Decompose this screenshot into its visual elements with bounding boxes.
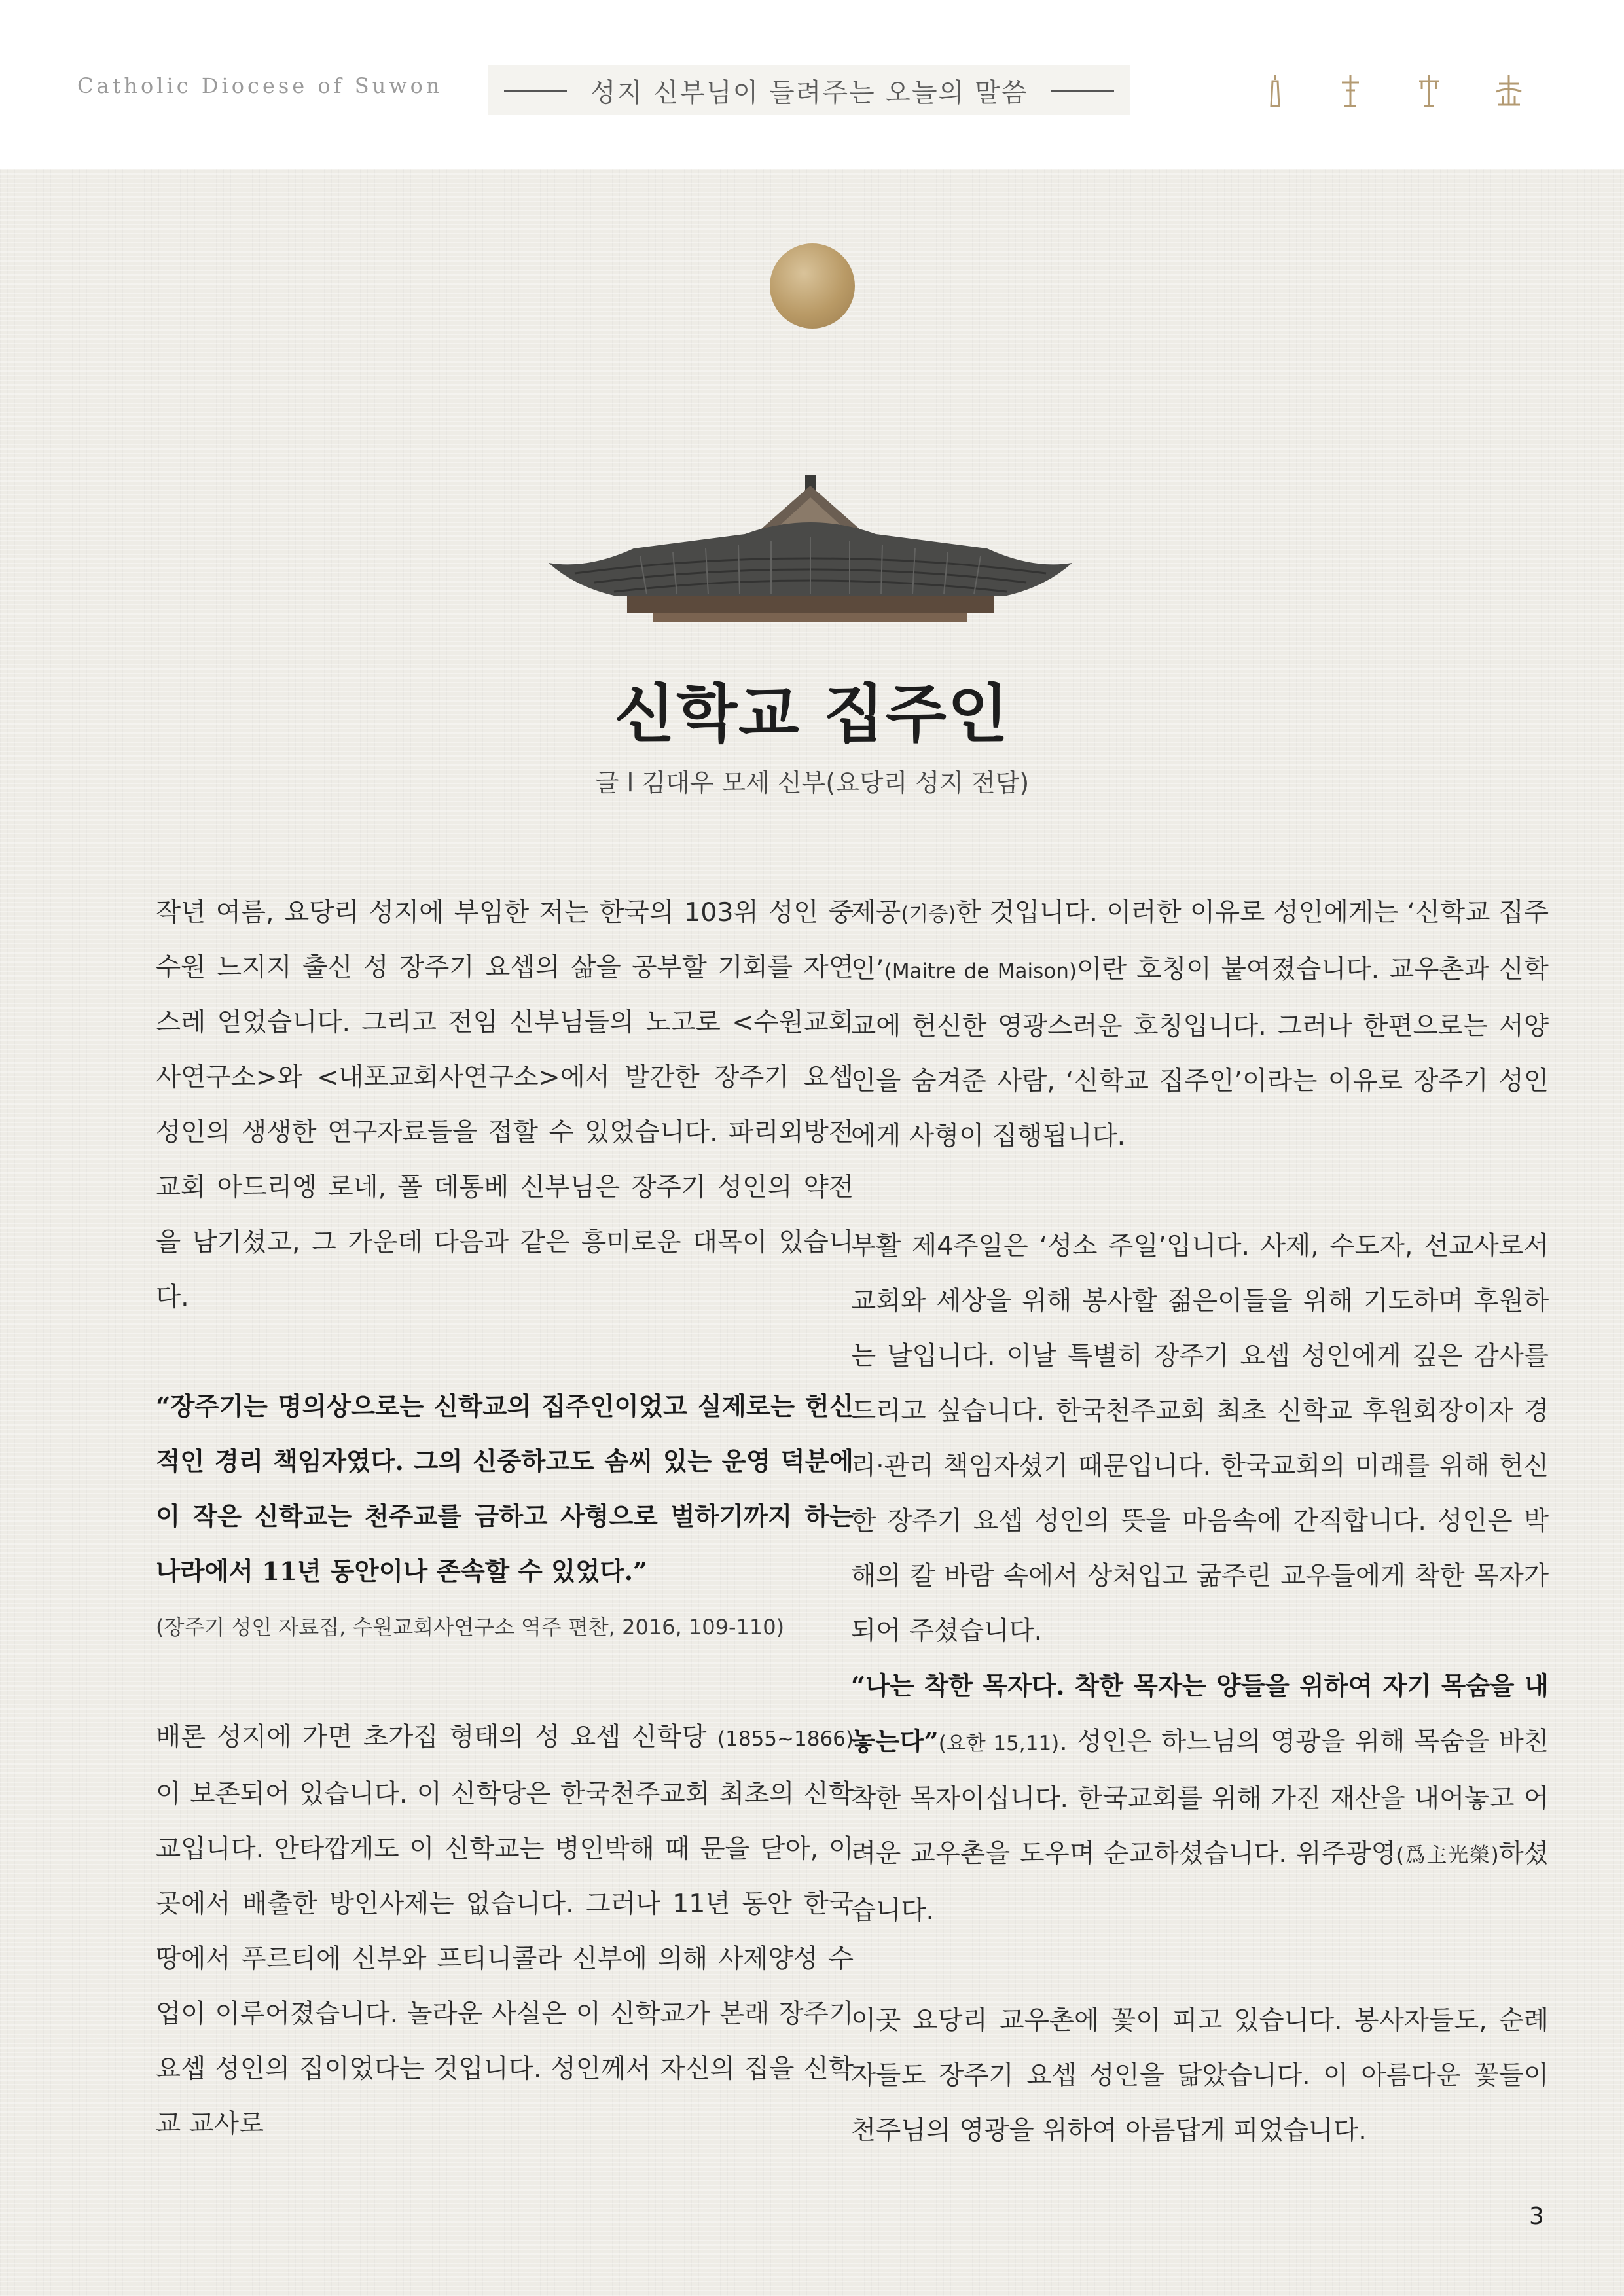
candle-icon bbox=[1263, 72, 1287, 109]
hanja-note: (爲主光榮) bbox=[1396, 1844, 1499, 1867]
text-run: 이 보존되어 있습니다. 이 신학당은 한국천주교회 최초의 신학교입니다. 안타깝게도 이 신학교는 병인박해 때 문을 닫아, 이곳에서 배출한 방인사제는 없습니다. 그러나 11년 동안 한국 땅에서 푸르티에 신부와 프티니콜라 신부에 의해 사제양성 수업이 이루어졌습니다. 놀라운 사실은 이 신학교가 본래 장주기 요셉 성인의 집이었다는 것입니다. 성인께서 자신의 집을 신학교 교사로 bbox=[156, 1779, 854, 2139]
paragraph: 부활 제4주일은 ‘성소 주일’입니다. 사제, 수도자, 선교사로서 교회와 세상을 위해 봉사할 젊은이들을 위해 기도하며 후원하는 날입니다. 이날 특별히 장주기 요셉 성인에게 깊은 감사를 드리고 싶습니다. 한국천주교회 최초 신학교 후원회장이자 경리·관리 책임자셨기 때문입니다. 한국교회의 미래를 위해 헌신한 장주기 요셉 성인의 뜻을 마음속에 간직합니다. 성인은 박해의 칼 바람 속에서 상처입고 굶주린 교우들에게 착한 목자가 되어 주셨습니다. bbox=[851, 1231, 1549, 1646]
page-header bbox=[0, 0, 1624, 169]
article-title: 신학교 집주인 bbox=[614, 677, 1010, 751]
scripture-quote: “나는 착한 목자다. 착한 목자는 양들을 위하여 자기 목숨을 내놓는다” bbox=[851, 1672, 1549, 1757]
citation: (장주기 성인 자료집, 수원교회사연구소 역주 편찬, 2016, 109-110) bbox=[156, 1615, 785, 1640]
hanok-roof-illustration bbox=[549, 471, 1072, 641]
hanja-note: (기증) bbox=[901, 903, 956, 926]
right-column bbox=[851, 885, 1549, 2158]
left-column bbox=[156, 885, 854, 2151]
paragraph: 이곳 요당리 교우촌에 꽃이 피고 있습니다. 봉사자들도, 순례자들도 장주기 요셉 성인을 닮았습니다. 이 아름다운 꽃들이 천주님의 영광을 위하여 아름답게 피었습니다. bbox=[851, 2005, 1549, 2145]
banner-dash-left bbox=[504, 90, 567, 92]
paragraph bbox=[851, 1659, 1549, 1938]
page-number: 3 bbox=[1529, 2203, 1544, 2230]
text-run: 제공 bbox=[851, 897, 901, 927]
cross-bush-icon bbox=[1492, 72, 1525, 109]
block-quote: “장주기는 명의상으로는 신학교의 집주인이었고 실제로는 헌신적인 경리 책임자였다. 그의 신중하고도 솜씨 있는 운영 덕분에 이 작은 신학교는 천주교를 금하고 사형으로 벌하기까지 하는 나라에서 11년 동안이나 존속할 수 있었다.” bbox=[156, 1392, 854, 1587]
text-run: 이란 호칭이 붙여졌습니다. 교우촌과 신학교에 헌신한 영광스러운 호칭입니다. 그러나 한편으로는 서양인을 숨겨준 사람, ‘신학교 집주인’이라는 이유로 장주기 성인에게 사형이 집행됩니다. bbox=[851, 954, 1549, 1151]
paragraph: 작년 여름, 요당리 성지에 부임한 저는 한국의 103위 성인 중 수원 느지지 출신 성 장주기 요셉의 삶을 공부할 기회를 자연스레 얻었습니다. 그리고 전임 신부님들의 노고로 <수원교회사연구소>와 <내포교회사연구소>에서 발간한 장주기 요셉 성인의 생생한 연구자료들을 접할 수 있었습니다. 파리외방전교회 아드리엥 로네, 폴 데통베 신부님은 장주기 성인의 약전을 남기셨고, 그 가운데 다음과 같은 흥미로운 대목이 있습니다. bbox=[156, 897, 854, 1312]
article-byline: 글 l 김대우 모세 신부(요당리 성지 전담) bbox=[594, 768, 1030, 797]
header-icon-row bbox=[1263, 72, 1525, 109]
series-title: 성지 신부님이 들려주는 오늘의 말씀 bbox=[590, 77, 1028, 108]
banner-dash-right bbox=[1051, 90, 1114, 92]
scripture-reference: (요한 15,11) bbox=[938, 1732, 1060, 1755]
golden-moon-illustration bbox=[770, 243, 855, 329]
paragraph bbox=[851, 885, 1549, 1164]
cross-stand-icon bbox=[1335, 72, 1365, 109]
diocese-name: Catholic Diocese of Suwon bbox=[77, 73, 443, 98]
text-run: . 성인은 하느님의 영광을 위해 목숨을 바친 착한 목자이십니다. 한국교회를 위해 가진 재산을 내어놓고 어려운 교우촌을 도우며 순교하셨습니다. 위주광영 bbox=[851, 1727, 1549, 1869]
text-run: 한 것입니다. 이러한 이유로 성인에게는 ‘신학교 집주인’ bbox=[851, 897, 1549, 984]
text-run: 배론 성지에 가면 초가집 형태의 성 요셉 신학당 bbox=[156, 1722, 718, 1752]
dates-note: (1855~1866) bbox=[717, 1727, 854, 1751]
cross-tree-icon bbox=[1414, 72, 1444, 109]
text-run: 하셨습니다. bbox=[851, 1839, 1549, 1926]
french-note: (Maitre de Maison) bbox=[884, 960, 1077, 983]
paragraph bbox=[156, 1710, 854, 2151]
series-banner bbox=[488, 65, 1130, 115]
